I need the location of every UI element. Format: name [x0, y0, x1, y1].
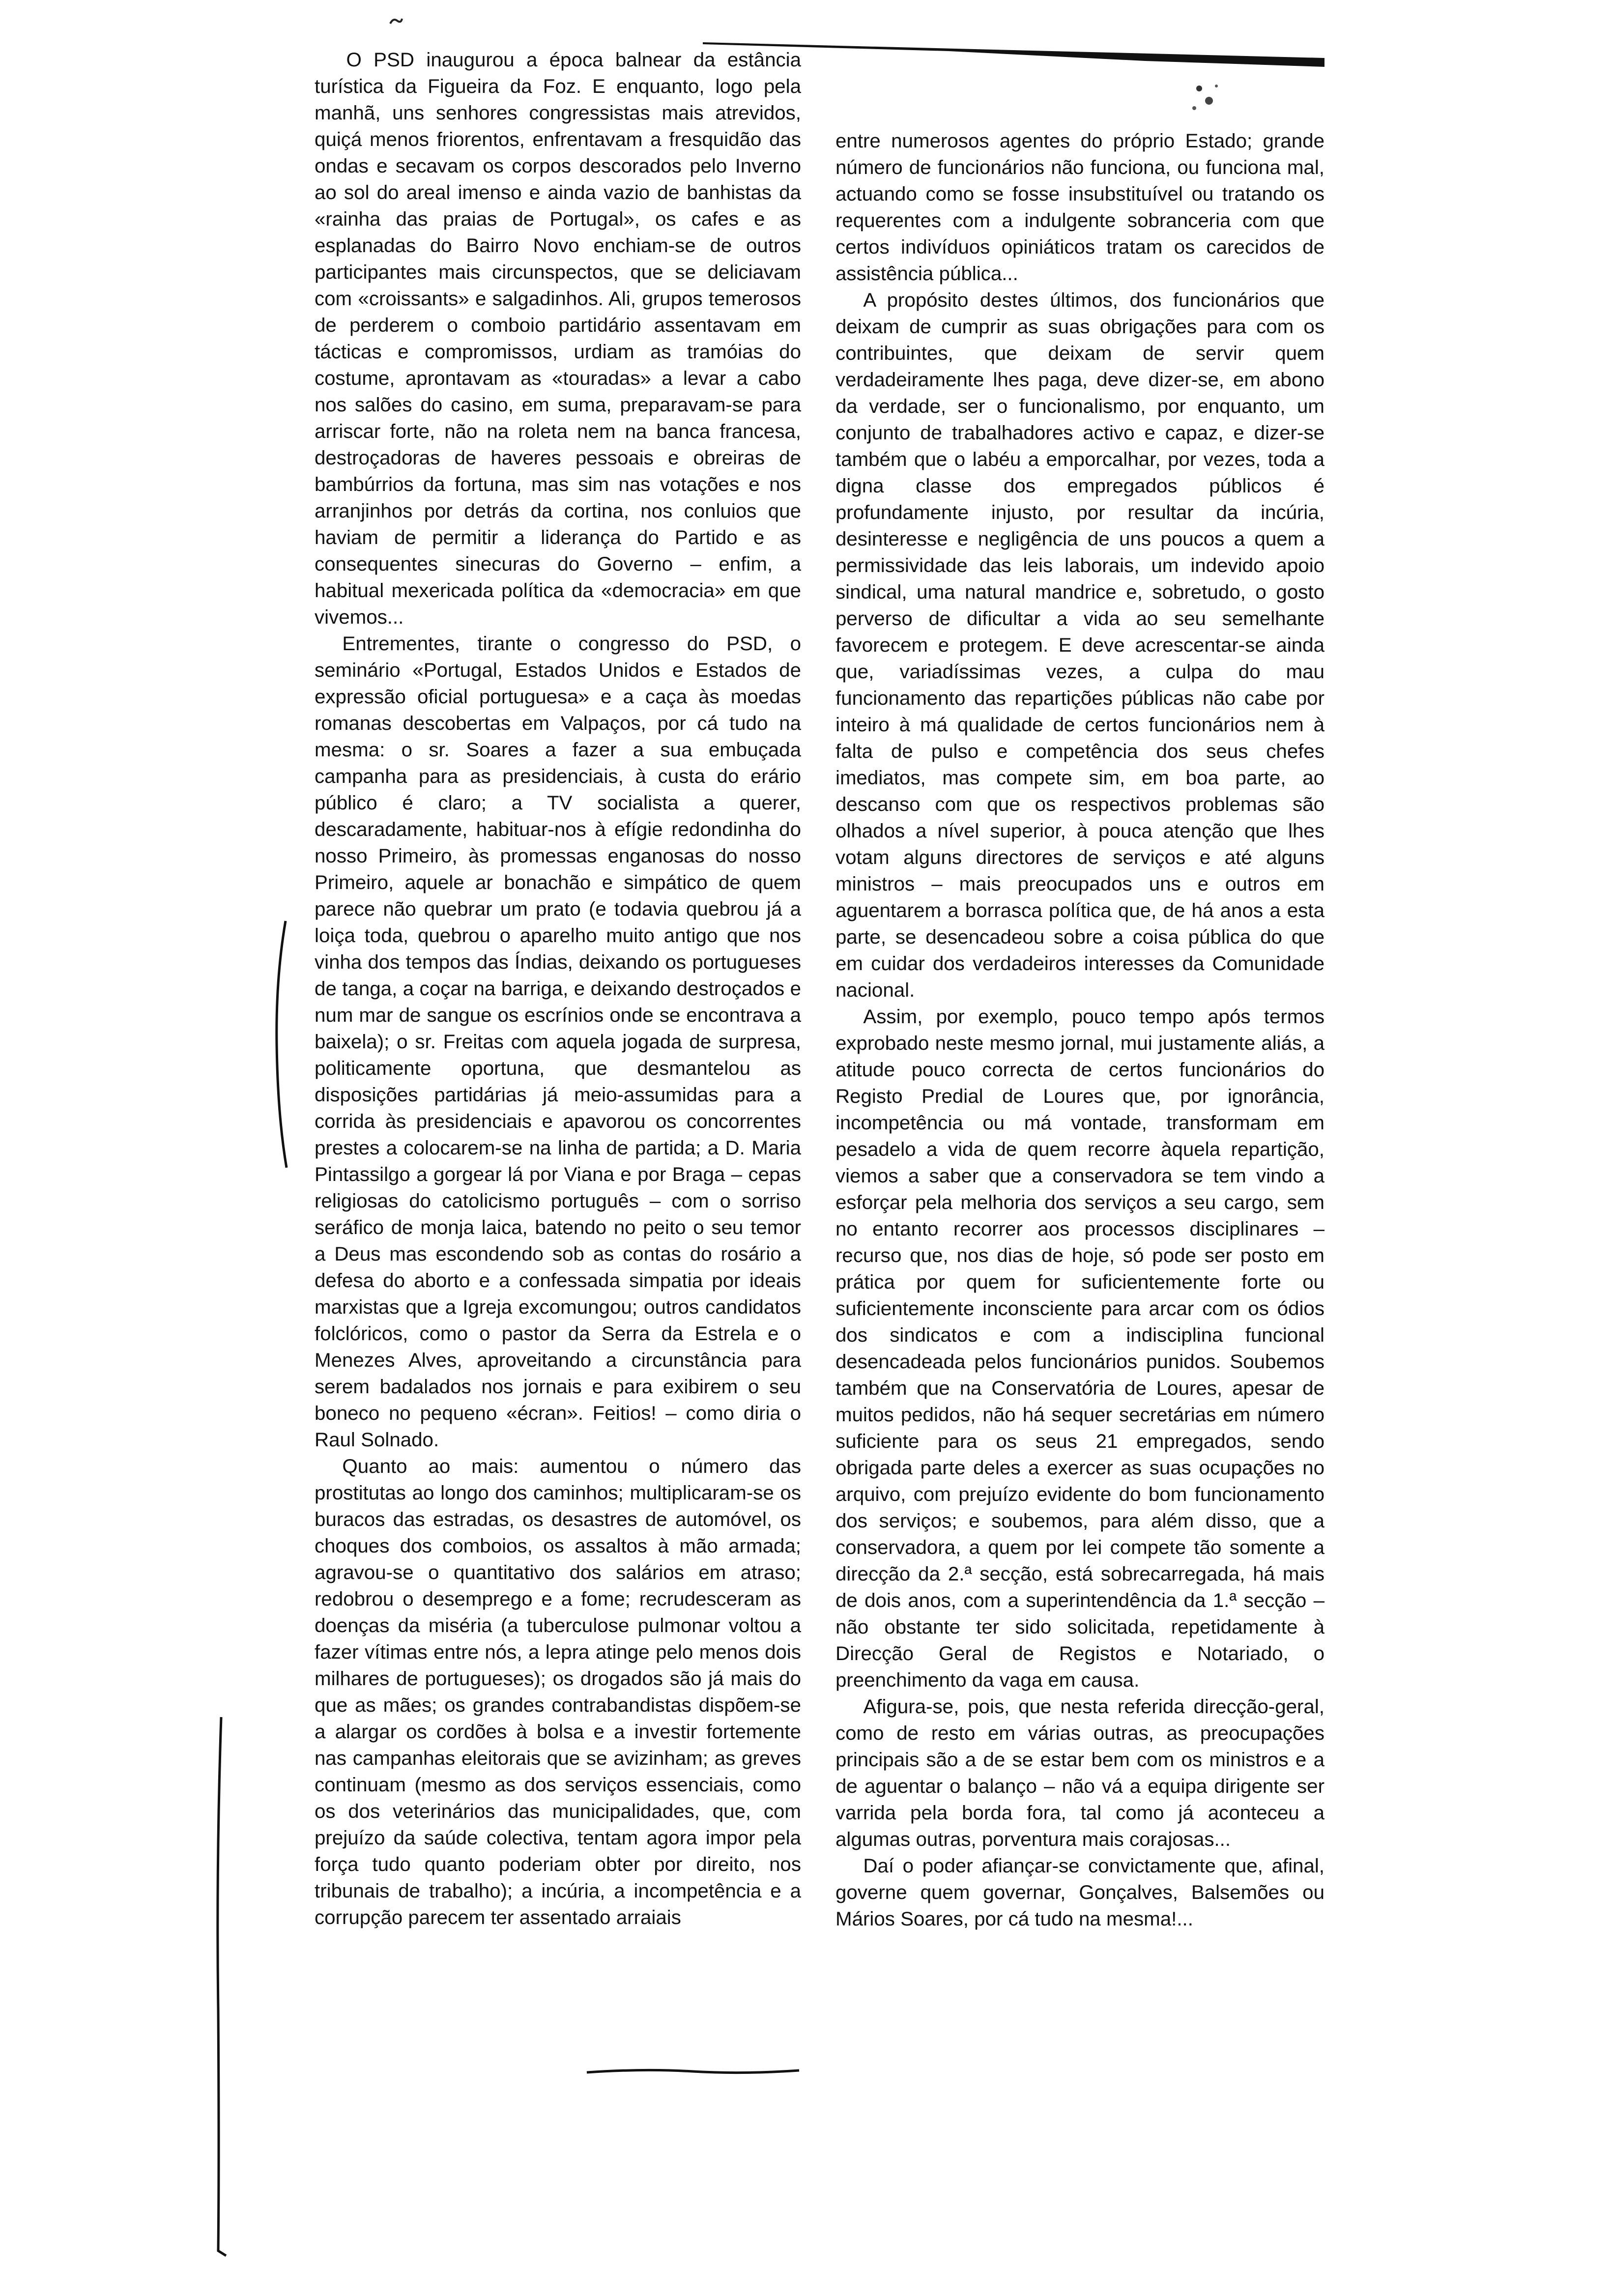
margin-line-mark: [211, 1715, 228, 2280]
paragraph: entre numerosos agentes do próprio Estado; grande número de funcionários não funciona, ou funciona mal, actuando como se fosse insubstituível ou tratando os requerentes com a indulgente sobranceria com que certos indivíduos opiniáticos tratam os carecidos de assistência pública...: [835, 130, 1324, 285]
paragraph: Afigura-se, pois, que nesta referida direcção-geral, como de resto em várias outras, as preocupações principais são a de se estar bem com os ministros e a de aguentar o balanço – não vá a equipa dirigente ser varrida pela borda fora, tal como já aconteceu a algumas outras, porventura mais corajosas...: [835, 1695, 1324, 1850]
paragraph: Assim, por exemplo, pouco tempo após termos exprobado neste mesmo jornal, mui justamente aliás, a atitude pouco correcta de certos funcionários do Registo Predial de Loures que, por ignorância, incompetência ou má vontade, transformam em pesadelo a vida de quem recorre àquela repartição, viemos a saber que a conservadora se tem vindo a esforçar pela melhoria dos serviços a seu cargo, sem no entanto recorrer aos processos disciplinares – recurso que, nos dias de hoje, só pode ser posto em prática por quem for suficientemente forte ou suficientemente inconsciente para arcar com os ódios dos sindicatos e com a indisciplina funcional desencadeada pelos funcionários punidos. Soubemos também que na Conservatória de Loures, apesar de muitos pedidos, não há sequer secretárias em número suficiente para os seus 21 empregados, sendo obrigada parte deles a exercer as suas ocupações no arquivo, com prejuízo evidente do bom funcionamento dos serviços; e soubemos, para além disso, que a conservadora, a quem por lei compete tão somente a direcção da 2.ª secção, está sobrecarregada, há mais de dois anos, com a superintendência da 1.ª secção – não obstante ter sido solicitada, repetidamente à Direcção Geral de Registos e Notariado, o preenchimento da vaga em causa.: [835, 1005, 1324, 1691]
ink-blot-decoration: [1184, 74, 1229, 123]
handwritten-underline: [585, 2066, 801, 2076]
paragraph: A propósito destes últimos, dos funcionários que deixam de cumprir as suas obrigações para com os contribuintes, que deixam de servir quem verdadeiramente lhes paga, deve dizer-se, em abono da verdade, ser o funcionalismo, por enquanto, um conjunto de trabalhadores activo e capaz, e dizer-se também que o labéu a emporcalhar, por vezes, toda a digna classe dos empregados públicos é profundamente injusto, por resultar da incúria, desinteresse e negligência de uns poucos a quem a permissividade das leis laborais, um indevido apoio sindical, uma natural mandrice e, sobretudo, o gosto perverso de dificultar a vida ao seu semelhante favorecem e protegem. E deve acrescentar-se ainda que, variadíssimas vezes, a culpa do mau funcionamento das repartições públicas não cabe por inteiro à má qualidade de certos funcionários nem à falta de pulso e competência dos seus chefes imediatos, mas compete sim, em boa parte, ao descanso com que os respectivos problemas são olhados a nível superior, à pouca atenção que lhes votam alguns directores de serviços e até alguns ministros – mais preocupados uns e outros em aguentarem a borrasca política que, de há anos a esta parte, se desencadeou sobre a coisa pública do que em cuidar dos verdadeiros interesses da Comunidade nacional.: [835, 289, 1324, 1001]
left-text-column: [315, 47, 801, 1931]
paragraph: Daí o poder afiançar-se convictamente que, afinal, governe quem governar, Gonçalves, Balsemões ou Mários Soares, por cá tudo na mesma!...: [835, 1855, 1324, 1930]
margin-bracket-mark: [273, 919, 289, 1170]
paragraph: Entrementes, tirante o congresso do PSD, o seminário «Portugal, Estados Unidos e Estados de expressão oficial portuguesa» e a caça às moedas romanas descobertas em Valpaços, por cá tudo na mesma: o sr. Soares a fazer a sua embuçada campanha para as presidenciais, à custa do erário público é claro; a TV socialista a querer, descaradamente, habituar-nos à efígie redondinha do nosso Primeiro, às promessas enganosas do nosso Primeiro, aquele ar bonachão e simpático de quem parece não quebrar um prato (e todavia quebrou já a loiça toda, quebrou o aparelho muito antigo que nos vinha dos tempos das Índias, deixando os portugueses de tanga, a coçar na barriga, e deixando destroçados e num mar de sangue os escrínios onde se encontrava a baixela); o sr. Freitas com aquela jogada de surpresa, politicamente oportuna, que desmantelou as disposições partidárias já meio-assumidas para a corrida às presidenciais e apavorou os concorrentes prestes a colocarem-se na linha de partida; a D. Maria Pintassilgo a gorgear lá por Viana e por Braga – cepas religiosas do catolicismo português – com o sorriso seráfico de monja laica, batendo no peito o seu temor a Deus mas escondendo sob as contas do rosário a defesa do aborto e a confessada simpatia por ideais marxistas que a Igreja excomungou; outros candidatos folclóricos, como o pastor da Serra da Estrela e o Menezes Alves, aproveitando a circunstância para serem badalados nos jornais e para exibirem o seu boneco no pequeno «écran». Feitios! – como diria o Raul Solnado.: [315, 632, 801, 1451]
right-text-column: [835, 128, 1324, 1932]
paragraph: Quanto ao mais: aumentou o número das prostitutas ao longo dos caminhos; multiplicaram-se os buracos das estradas, os desastres de automóvel, os choques dos comboios, os assaltos à mão armada; agravou-se o quantitativo dos salários em atraso; redobrou o desemprego e a fome; recrudesceram as doenças da miséria (a tuberculose pulmonar voltou a fazer vítimas entre nós, a lepra atinge pelo menos dois milhares de portugueses); os drogados são já mais do que as mães; os grandes contrabandistas dispõem-se a alargar os cordões à bolsa e a investir fortemente nas campanhas eleitorais que se avizinham; as greves continuam (mesmo as dos serviços essenciais, como os dos veterinários das municipalidades, que, com prejuízo da saúde colectiva, tentam agora impor pela força tudo quanto poderiam obter por direito, nos tribunais de trabalho); a incúria, a incompetência e a corrupção parecem ter assentado arraiais: [315, 1455, 801, 1928]
paragraph: O PSD inaugurou a época balnear da estância turística da Figueira da Foz. E enquanto, logo pela manhã, uns senhores congressistas mais atrevidos, quiçá menos friorentos, enfrentavam a fresquidão das ondas e secavam os corpos descorados pelo Inverno ao sol do areal imenso e ainda vazio de banhistas da «rainha das praias de Portugal», os cafes e as esplanadas do Bairro Novo enchiam-se de outros participantes mais circunspectos, que se deliciavam com «croissants» e salgadinhos. Ali, grupos temerosos de perderem o comboio partidário assentavam em tácticas e compromissos, urdiam as tramóias do costume, aprontavam as «touradas» a levar a cabo nos salões do casino, em suma, preparavam-se para arriscar forte, não na roleta nem na banca francesa, destroçadoras de haveres pessoais e obreiras de bambúrrios da fortuna, mas sim nas votações e nos arranjinhos por detrás da cortina, nos conluios que haviam de permitir a liderança do Partido e as consequentes sinecuras do Governo – enfim, a habitual mexericada política da «democracia» em que vivemos...: [315, 49, 801, 628]
ink-speck-mark: [388, 14, 403, 29]
